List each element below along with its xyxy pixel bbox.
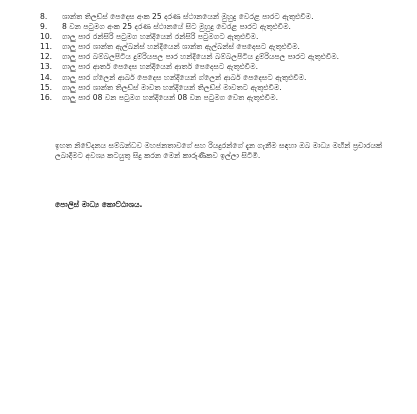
list-item-number: 16. — [40, 92, 53, 102]
list-item-text: 8 වන පටුමග අංක 25 දරණ ස්ථානයේ සිට මුහුදු වෙරළ පාරට ඇතුළුවීම. — [62, 22, 291, 32]
list-item-number: 15. — [40, 82, 53, 92]
list-item-number: 14. — [40, 72, 53, 82]
list-item-text: ගාලු පාර ශාන්ත ඇල්බන්ස් හන්දියෙන් ශාන්ත ඇල්බන්ස් පෙදෙසට ඇතුළුවීම. — [62, 42, 300, 52]
list-item — [40, 32, 400, 42]
list-item-text: ගාලු පාර ආතර් පෙදෙස හන්දියෙන් ආතර් පෙදෙසට ඇතුළුවීම. — [62, 62, 258, 72]
list-item-number: 10. — [40, 32, 53, 42]
list-item-text: ශාන්ත තිලඩ්ස් පෙදෙස අංක 25 දරණ ස්ථානයෙන් මුහුදු වෙරළ පාරට ඇතුළුවීම. — [62, 12, 314, 21]
list-item-text: ගාලු පාර 08 වන පටුමග හන්දියෙන් 08 වන පටුමග වෙත ඇතුළුවීම. — [62, 92, 278, 102]
list-item-text: ගාලු පාර රන්සිරි පටුමග හන්දියෙන් රන්සිරි පටුමගට ඇතුළුවීම. — [62, 32, 259, 42]
notice-paragraph: ඉහත නිවේදනය සම්බන්ධව මහජනතාවගේ සහ රියදුරන්ගේ දැන ගැනීම සඳහා ඔබ මාධ්‍ය මඟින් ප්‍රචාරයක් ලබාදීමට අවශ්‍ය කටයුතු සිදු කරන මෙන් කාරුණිකව ඉල්ලා සිටිමි. — [55, 141, 383, 161]
list-item — [40, 73, 400, 83]
list-item — [40, 42, 400, 52]
list-item — [40, 83, 400, 93]
list-item-text: ගාලු පාර ශාන්ත තිලඩ්ස් මාවත හන්දියෙන් තිලඩ්ස් මාවතට ඇතුළුවීම. — [62, 82, 282, 92]
list-item — [40, 93, 400, 103]
signature-line: පොලිස් මාධ්‍ය කොට්ඨාශය. — [55, 200, 143, 209]
list-item — [40, 52, 400, 62]
list-item-number: 12. — [40, 52, 53, 62]
list-item — [40, 62, 400, 72]
list-item-number: 9. — [40, 22, 48, 32]
list-item-number: 13. — [40, 62, 53, 72]
list-item — [40, 22, 400, 32]
list-item-number: 11. — [40, 42, 53, 52]
list-item-number: 8. — [40, 12, 48, 21]
list-item-text: ගාලු පාර ග්ලෙන් ආබර් පෙදෙස හන්දියෙන් ග්ලෙන් ආබර් පෙදෙසට ඇතුළුවීම. — [62, 72, 307, 82]
road-closure-list — [40, 12, 400, 103]
list-item-text: ගාලු පාර බම්බලපිටිය දුම්රියපල පාර හන්දියෙන් බම්බලපිටිය දුම්රියපල පාරට ඇතුළුවීම. — [62, 52, 340, 62]
list-item — [40, 12, 400, 22]
